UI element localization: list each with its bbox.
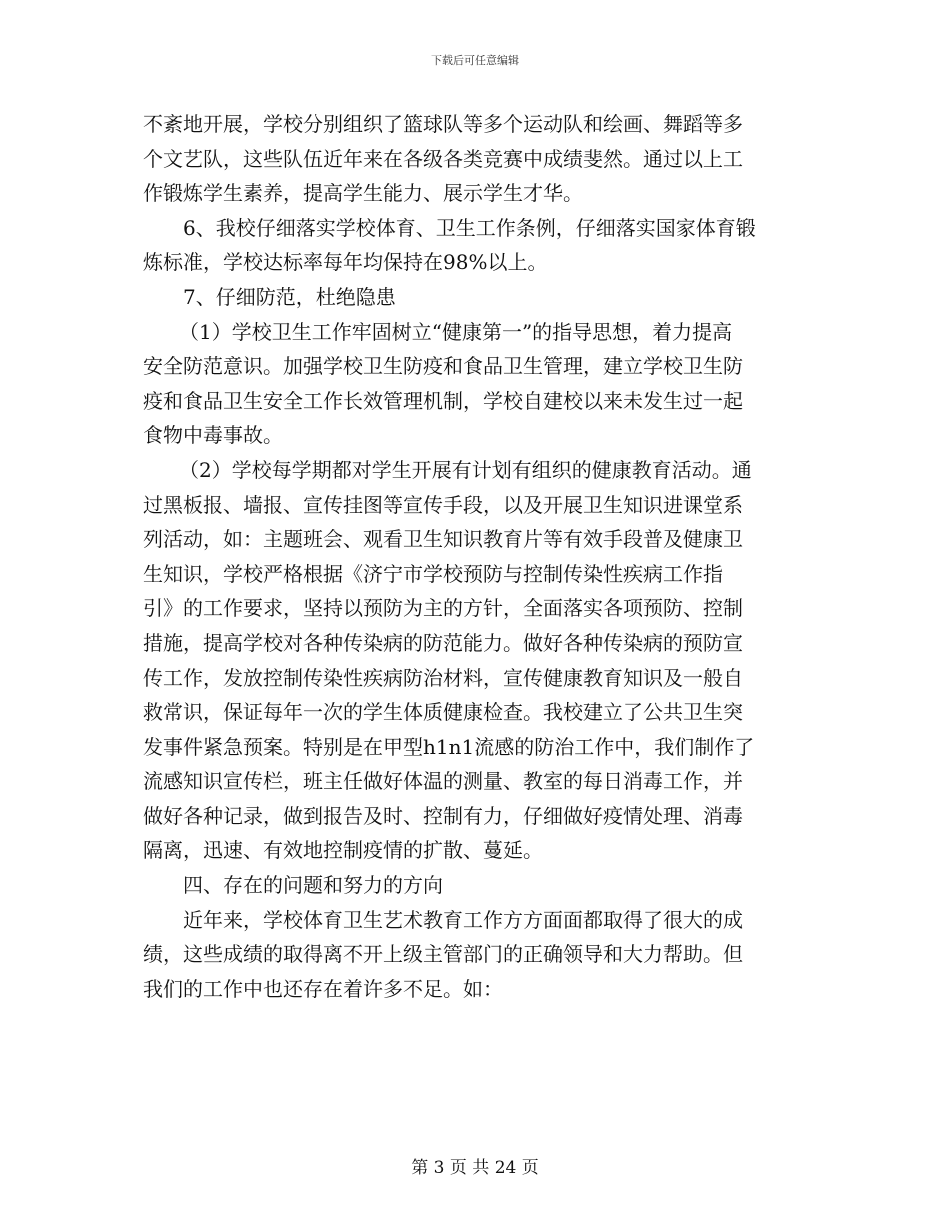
text-line: 传工作，发放控制传染性疾病防治材料，宣传健康教育知识及一般自 (143, 665, 743, 690)
text-line: 隔离，迅速、有效地控制疫情的扩散、蔓延。 (143, 838, 543, 863)
page-header: 下载后可任意编辑 (431, 54, 519, 67)
text-line: 食物中毒事故。 (143, 423, 283, 448)
text-line: 生知识，学校严格根据《济宁市学校预防与控制传染性疾病工作指 (143, 561, 723, 586)
text-line: 流感知识宣传栏，班主任做好体温的测量、教室的每日消毒工作，并 (143, 769, 743, 794)
text-line: 发事件紧急预案。特别是在甲型h1n1流感的防治工作中，我们制作了 (143, 734, 755, 759)
text-line: 我们的工作中也还存在着许多不足。如： (143, 976, 503, 1001)
text-line: 措施，提高学校对各种传染病的防范能力。做好各种传染病的预防宣 (143, 630, 743, 655)
text-line: 7、仔细防范，杜绝隐患 (183, 284, 396, 309)
text-line: 6、我校仔细落实学校体育、卫生工作条例，仔细落实国家体育锻 (183, 215, 756, 240)
text-line: 过黑板报、墙报、宣传挂图等宣传手段，以及开展卫生知识进课堂系 (143, 492, 743, 517)
text-line: 四、存在的问题和努力的方向 (183, 873, 443, 898)
text-line: 不紊地开展，学校分别组织了篮球队等多个运动队和绘画、舞蹈等多 (143, 112, 743, 136)
text-line: （1）学校卫生工作牢固树立“健康第一”的指导思想，着力提高 (179, 319, 733, 344)
text-line: 做好各种记录，做到报告及时、控制有力，仔细做好疫情处理、消毒 (143, 803, 743, 828)
text-line: 救常识，保证每年一次的学生体质健康检查。我校建立了公共卫生突 (143, 700, 743, 725)
text-line: （2）学校每学期都对学生开展有计划有组织的健康教育活动。通 (179, 457, 752, 482)
text-line: 炼标准，学校达标率每年均保持在98%以上。 (143, 250, 548, 275)
text-line: 作锻炼学生素养，提高学生能力、展示学生才华。 (143, 181, 583, 206)
body-text (143, 107, 803, 1006)
text-line: 近年来，学校体育卫生艺术教育工作方方面面都取得了很大的成 (183, 907, 743, 932)
text-line: 列活动，如：主题班会、观看卫生知识教育片等有效手段普及健康卫 (143, 527, 743, 552)
text-line: 引》的工作要求，坚持以预防为主的方针，全面落实各项预防、控制 (143, 596, 743, 621)
text-line: 疫和食品卫生安全工作长效管理机制，学校自建校以来未发生过一起 (143, 388, 743, 413)
text-line: 安全防范意识。加强学校卫生防疫和食品卫生管理，建立学校卫生防 (143, 354, 743, 379)
page-footer: 第 3 页 共 24 页 (411, 1158, 539, 1178)
text-line: 个文艺队，这些队伍近年来在各级各类竞赛中成绩斐然。通过以上工 (143, 146, 743, 171)
text-line: 绩，这些成绩的取得离不开上级主管部门的正确领导和大力帮助。但 (143, 942, 743, 967)
